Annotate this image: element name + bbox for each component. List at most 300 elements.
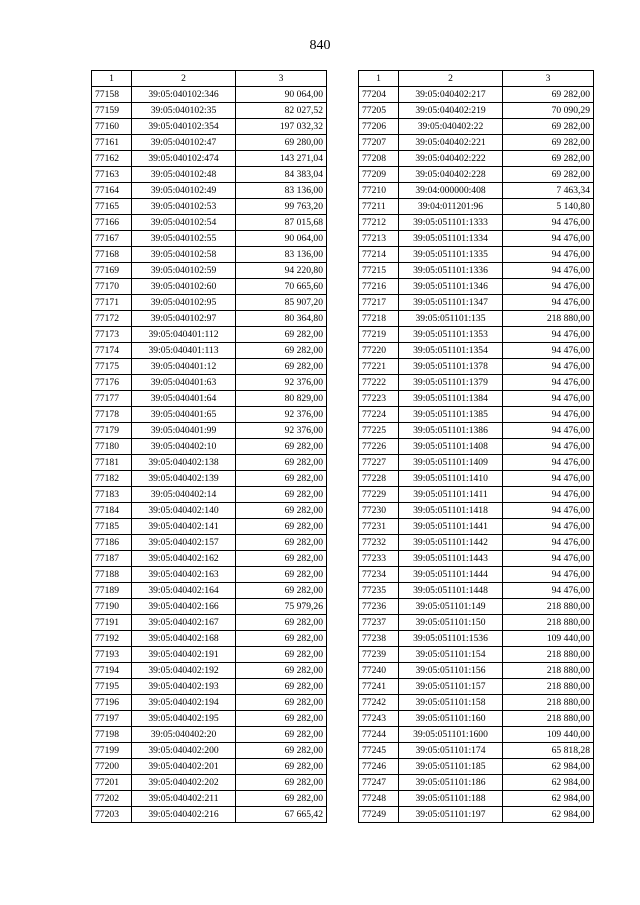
value-cell: 69 282,00 bbox=[236, 503, 327, 519]
value-cell: 69 282,00 bbox=[236, 679, 327, 695]
row-number-cell: 77186 bbox=[92, 535, 132, 551]
cadastral-number-cell: 39:05:040102:474 bbox=[132, 151, 236, 167]
value-cell: 94 476,00 bbox=[503, 583, 594, 599]
cadastral-number-cell: 39:05:040402:139 bbox=[132, 471, 236, 487]
table-row bbox=[359, 279, 594, 295]
cadastral-number-cell: 39:05:051101:188 bbox=[399, 791, 503, 807]
table-row bbox=[92, 551, 327, 567]
cadastral-number-cell: 39:05:040402:211 bbox=[132, 791, 236, 807]
value-cell: 69 282,00 bbox=[236, 631, 327, 647]
cadastral-number-cell: 39:05:040402:200 bbox=[132, 743, 236, 759]
cadastral-number-cell: 39:05:051101:1410 bbox=[399, 471, 503, 487]
row-number-cell: 77232 bbox=[359, 535, 399, 551]
row-number-cell: 77233 bbox=[359, 551, 399, 567]
row-number-cell: 77203 bbox=[92, 807, 132, 823]
table-row bbox=[359, 679, 594, 695]
table-header-row bbox=[92, 71, 327, 87]
table-row bbox=[92, 599, 327, 615]
cadastral-number-cell: 39:05:051101:160 bbox=[399, 711, 503, 727]
cadastral-number-cell: 39:05:040402:216 bbox=[132, 807, 236, 823]
row-number-cell: 77191 bbox=[92, 615, 132, 631]
table-row bbox=[92, 375, 327, 391]
cadastral-number-cell: 39:05:040402:157 bbox=[132, 535, 236, 551]
cadastral-number-cell: 39:05:051101:1336 bbox=[399, 263, 503, 279]
value-cell: 94 220,80 bbox=[236, 263, 327, 279]
table-row bbox=[92, 231, 327, 247]
row-number-cell: 77217 bbox=[359, 295, 399, 311]
value-cell: 94 476,00 bbox=[503, 391, 594, 407]
value-cell: 94 476,00 bbox=[503, 359, 594, 375]
table-row bbox=[359, 615, 594, 631]
row-number-cell: 77243 bbox=[359, 711, 399, 727]
row-number-cell: 77183 bbox=[92, 487, 132, 503]
value-cell: 94 476,00 bbox=[503, 407, 594, 423]
cadastral-number-cell: 39:05:040402:191 bbox=[132, 647, 236, 663]
value-cell: 75 979,26 bbox=[236, 599, 327, 615]
row-number-cell: 77187 bbox=[92, 551, 132, 567]
value-cell: 94 476,00 bbox=[503, 295, 594, 311]
value-cell: 69 282,00 bbox=[236, 359, 327, 375]
row-number-cell: 77201 bbox=[92, 775, 132, 791]
row-number-cell: 77159 bbox=[92, 103, 132, 119]
row-number-cell: 77249 bbox=[359, 807, 399, 823]
value-cell: 69 282,00 bbox=[236, 567, 327, 583]
value-cell: 69 282,00 bbox=[236, 775, 327, 791]
value-cell: 94 476,00 bbox=[503, 231, 594, 247]
value-cell: 94 476,00 bbox=[503, 263, 594, 279]
value-cell: 82 027,52 bbox=[236, 103, 327, 119]
table-row bbox=[359, 359, 594, 375]
table-row bbox=[92, 807, 327, 823]
table-row bbox=[359, 247, 594, 263]
cadastral-number-cell: 39:05:040402:138 bbox=[132, 455, 236, 471]
table-row bbox=[359, 695, 594, 711]
value-cell: 94 476,00 bbox=[503, 567, 594, 583]
row-number-cell: 77184 bbox=[92, 503, 132, 519]
table-row bbox=[359, 455, 594, 471]
value-cell: 7 463,34 bbox=[503, 183, 594, 199]
table-row bbox=[92, 759, 327, 775]
row-number-cell: 77158 bbox=[92, 87, 132, 103]
table-row bbox=[92, 279, 327, 295]
table-row bbox=[359, 311, 594, 327]
cadastral-number-cell: 39:05:051101:1600 bbox=[399, 727, 503, 743]
cadastral-number-cell: 39:05:051101:158 bbox=[399, 695, 503, 711]
row-number-cell: 77193 bbox=[92, 647, 132, 663]
cadastral-number-cell: 39:05:040402:10 bbox=[132, 439, 236, 455]
cadastral-number-cell: 39:05:040102:58 bbox=[132, 247, 236, 263]
value-cell: 94 476,00 bbox=[503, 551, 594, 567]
table-row bbox=[359, 727, 594, 743]
value-cell: 92 376,00 bbox=[236, 375, 327, 391]
table-row bbox=[359, 759, 594, 775]
cadastral-number-cell: 39:05:040102:59 bbox=[132, 263, 236, 279]
cadastral-number-cell: 39:05:051101:1385 bbox=[399, 407, 503, 423]
table-row bbox=[359, 343, 594, 359]
cadastral-number-cell: 39:05:040402:141 bbox=[132, 519, 236, 535]
table-row bbox=[359, 103, 594, 119]
table-row bbox=[359, 119, 594, 135]
value-cell: 69 282,00 bbox=[236, 743, 327, 759]
row-number-cell: 77160 bbox=[92, 119, 132, 135]
table-row bbox=[92, 295, 327, 311]
table-row bbox=[92, 679, 327, 695]
cadastral-number-cell: 39:05:040402:20 bbox=[132, 727, 236, 743]
value-cell: 69 282,00 bbox=[236, 791, 327, 807]
table-row bbox=[92, 791, 327, 807]
row-number-cell: 77206 bbox=[359, 119, 399, 135]
cadastral-number-cell: 39:05:051101:1335 bbox=[399, 247, 503, 263]
table-row bbox=[92, 247, 327, 263]
row-number-cell: 77225 bbox=[359, 423, 399, 439]
value-cell: 83 136,00 bbox=[236, 183, 327, 199]
table-row bbox=[92, 695, 327, 711]
value-cell: 109 440,00 bbox=[503, 631, 594, 647]
value-cell: 94 476,00 bbox=[503, 423, 594, 439]
table-row bbox=[359, 199, 594, 215]
value-cell: 92 376,00 bbox=[236, 407, 327, 423]
table-row bbox=[359, 231, 594, 247]
value-cell: 69 282,00 bbox=[236, 471, 327, 487]
table-row bbox=[359, 599, 594, 615]
table-row bbox=[92, 487, 327, 503]
table-row bbox=[92, 167, 327, 183]
table-row bbox=[359, 711, 594, 727]
column-header-3: 3 bbox=[503, 71, 594, 87]
value-cell: 62 984,00 bbox=[503, 807, 594, 823]
value-cell: 94 476,00 bbox=[503, 471, 594, 487]
table-row bbox=[92, 359, 327, 375]
row-number-cell: 77218 bbox=[359, 311, 399, 327]
cadastral-number-cell: 39:05:040102:55 bbox=[132, 231, 236, 247]
row-number-cell: 77164 bbox=[92, 183, 132, 199]
value-cell: 109 440,00 bbox=[503, 727, 594, 743]
value-cell: 218 880,00 bbox=[503, 599, 594, 615]
value-cell: 62 984,00 bbox=[503, 759, 594, 775]
value-cell: 94 476,00 bbox=[503, 247, 594, 263]
value-cell: 69 282,00 bbox=[236, 695, 327, 711]
value-cell: 69 282,00 bbox=[503, 87, 594, 103]
value-cell: 62 984,00 bbox=[503, 791, 594, 807]
table-row bbox=[359, 535, 594, 551]
value-cell: 69 282,00 bbox=[236, 615, 327, 631]
table-header-row bbox=[359, 71, 594, 87]
value-cell: 218 880,00 bbox=[503, 615, 594, 631]
table-row bbox=[92, 775, 327, 791]
table-row bbox=[92, 343, 327, 359]
value-cell: 69 282,00 bbox=[236, 535, 327, 551]
value-cell: 69 282,00 bbox=[236, 583, 327, 599]
table-row bbox=[92, 631, 327, 647]
row-number-cell: 77174 bbox=[92, 343, 132, 359]
cadastral-number-cell: 39:05:040402:195 bbox=[132, 711, 236, 727]
value-cell: 69 282,00 bbox=[236, 343, 327, 359]
row-number-cell: 77216 bbox=[359, 279, 399, 295]
table-row bbox=[359, 391, 594, 407]
cadastral-number-cell: 39:05:040401:112 bbox=[132, 327, 236, 343]
value-cell: 67 665,42 bbox=[236, 807, 327, 823]
value-cell: 69 282,00 bbox=[503, 119, 594, 135]
row-number-cell: 77241 bbox=[359, 679, 399, 695]
row-number-cell: 77244 bbox=[359, 727, 399, 743]
value-cell: 80 829,00 bbox=[236, 391, 327, 407]
table-row bbox=[92, 743, 327, 759]
value-cell: 94 476,00 bbox=[503, 439, 594, 455]
cadastral-number-cell: 39:05:040401:113 bbox=[132, 343, 236, 359]
cadastral-number-cell: 39:05:051101:1409 bbox=[399, 455, 503, 471]
value-cell: 143 271,04 bbox=[236, 151, 327, 167]
table-row bbox=[92, 407, 327, 423]
table-row bbox=[92, 567, 327, 583]
cadastral-number-cell: 39:05:051101:135 bbox=[399, 311, 503, 327]
cadastral-number-cell: 39:05:051101:1354 bbox=[399, 343, 503, 359]
table-row bbox=[359, 439, 594, 455]
row-number-cell: 77246 bbox=[359, 759, 399, 775]
table-row bbox=[92, 503, 327, 519]
cadastral-number-cell: 39:05:051101:1353 bbox=[399, 327, 503, 343]
cadastral-number-cell: 39:05:051101:1441 bbox=[399, 519, 503, 535]
cadastral-number-cell: 39:05:040102:60 bbox=[132, 279, 236, 295]
row-number-cell: 77189 bbox=[92, 583, 132, 599]
table-row bbox=[92, 711, 327, 727]
row-number-cell: 77230 bbox=[359, 503, 399, 519]
row-number-cell: 77228 bbox=[359, 471, 399, 487]
cadastral-number-cell: 39:05:040102:95 bbox=[132, 295, 236, 311]
cadastral-number-cell: 39:05:040402:168 bbox=[132, 631, 236, 647]
row-number-cell: 77163 bbox=[92, 167, 132, 183]
table-row bbox=[92, 471, 327, 487]
column-header-2: 2 bbox=[399, 71, 503, 87]
row-number-cell: 77245 bbox=[359, 743, 399, 759]
table-row bbox=[92, 391, 327, 407]
table-row bbox=[359, 135, 594, 151]
row-number-cell: 77170 bbox=[92, 279, 132, 295]
cadastral-number-cell: 39:05:040402:164 bbox=[132, 583, 236, 599]
value-cell: 218 880,00 bbox=[503, 647, 594, 663]
row-number-cell: 77202 bbox=[92, 791, 132, 807]
table-row bbox=[92, 727, 327, 743]
value-cell: 69 282,00 bbox=[503, 135, 594, 151]
cadastral-number-cell: 39:05:051101:1442 bbox=[399, 535, 503, 551]
table-row bbox=[359, 407, 594, 423]
page-number: 840 bbox=[309, 38, 331, 53]
value-cell: 69 282,00 bbox=[236, 711, 327, 727]
cadastral-number-cell: 39:05:051101:185 bbox=[399, 759, 503, 775]
row-number-cell: 77188 bbox=[92, 567, 132, 583]
row-number-cell: 77236 bbox=[359, 599, 399, 615]
row-number-cell: 77205 bbox=[359, 103, 399, 119]
table-row bbox=[92, 423, 327, 439]
value-cell: 94 476,00 bbox=[503, 503, 594, 519]
table-row bbox=[359, 743, 594, 759]
cadastral-number-cell: 39:05:040102:354 bbox=[132, 119, 236, 135]
value-cell: 69 282,00 bbox=[236, 439, 327, 455]
table-row bbox=[359, 519, 594, 535]
row-number-cell: 77219 bbox=[359, 327, 399, 343]
cadastral-number-cell: 39:05:040402:192 bbox=[132, 663, 236, 679]
cadastral-number-cell: 39:04:011201:96 bbox=[399, 199, 503, 215]
table-row bbox=[359, 487, 594, 503]
cadastral-number-cell: 39:05:040402:162 bbox=[132, 551, 236, 567]
cadastral-number-cell: 39:05:040402:202 bbox=[132, 775, 236, 791]
value-cell: 94 476,00 bbox=[503, 487, 594, 503]
table-row bbox=[359, 183, 594, 199]
cadastral-number-cell: 39:05:051101:1443 bbox=[399, 551, 503, 567]
column-header-2: 2 bbox=[132, 71, 236, 87]
row-number-cell: 77167 bbox=[92, 231, 132, 247]
cadastral-number-cell: 39:05:040402:14 bbox=[132, 487, 236, 503]
row-number-cell: 77234 bbox=[359, 567, 399, 583]
cadastral-number-cell: 39:05:051101:1448 bbox=[399, 583, 503, 599]
cadastral-number-cell: 39:05:051101:149 bbox=[399, 599, 503, 615]
row-number-cell: 77165 bbox=[92, 199, 132, 215]
table-row bbox=[359, 567, 594, 583]
row-number-cell: 77223 bbox=[359, 391, 399, 407]
row-number-cell: 77200 bbox=[92, 759, 132, 775]
value-cell: 65 818,28 bbox=[503, 743, 594, 759]
cadastral-number-cell: 39:05:040402:193 bbox=[132, 679, 236, 695]
row-number-cell: 77175 bbox=[92, 359, 132, 375]
cadastral-number-cell: 39:05:051101:1418 bbox=[399, 503, 503, 519]
value-cell: 94 476,00 bbox=[503, 519, 594, 535]
row-number-cell: 77242 bbox=[359, 695, 399, 711]
row-number-cell: 77192 bbox=[92, 631, 132, 647]
value-cell: 218 880,00 bbox=[503, 695, 594, 711]
cadastral-number-cell: 39:05:040402:163 bbox=[132, 567, 236, 583]
row-number-cell: 77247 bbox=[359, 775, 399, 791]
cadastral-number-cell: 39:05:040401:65 bbox=[132, 407, 236, 423]
value-cell: 69 282,00 bbox=[236, 647, 327, 663]
row-number-cell: 77226 bbox=[359, 439, 399, 455]
row-number-cell: 77169 bbox=[92, 263, 132, 279]
cadastral-number-cell: 39:05:040102:53 bbox=[132, 199, 236, 215]
row-number-cell: 77190 bbox=[92, 599, 132, 615]
row-number-cell: 77162 bbox=[92, 151, 132, 167]
value-cell: 70 665,60 bbox=[236, 279, 327, 295]
table-row bbox=[92, 183, 327, 199]
cadastral-number-cell: 39:05:051101:1347 bbox=[399, 295, 503, 311]
cadastral-number-cell: 39:05:040102:346 bbox=[132, 87, 236, 103]
table-row bbox=[92, 87, 327, 103]
cadastral-number-cell: 39:05:040102:47 bbox=[132, 135, 236, 151]
cadastral-number-cell: 39:05:040402:167 bbox=[132, 615, 236, 631]
value-cell: 94 476,00 bbox=[503, 375, 594, 391]
cadastral-number-cell: 39:05:040402:166 bbox=[132, 599, 236, 615]
value-cell: 94 476,00 bbox=[503, 455, 594, 471]
cadastral-number-cell: 39:05:051101:1333 bbox=[399, 215, 503, 231]
table-row bbox=[92, 583, 327, 599]
cadastral-number-cell: 39:05:051101:1411 bbox=[399, 487, 503, 503]
value-cell: 69 282,00 bbox=[236, 727, 327, 743]
cadastral-number-cell: 39:05:051101:1384 bbox=[399, 391, 503, 407]
row-number-cell: 77213 bbox=[359, 231, 399, 247]
cadastral-number-cell: 39:05:040402:222 bbox=[399, 151, 503, 167]
cadastral-number-cell: 39:05:051101:1536 bbox=[399, 631, 503, 647]
cadastral-number-cell: 39:05:040401:12 bbox=[132, 359, 236, 375]
table-row bbox=[92, 535, 327, 551]
row-number-cell: 77214 bbox=[359, 247, 399, 263]
table-row bbox=[359, 423, 594, 439]
table-row bbox=[359, 471, 594, 487]
row-number-cell: 77210 bbox=[359, 183, 399, 199]
value-cell: 69 280,00 bbox=[236, 135, 327, 151]
row-number-cell: 77168 bbox=[92, 247, 132, 263]
table-row bbox=[359, 631, 594, 647]
cadastral-number-cell: 39:05:051101:197 bbox=[399, 807, 503, 823]
row-number-cell: 77181 bbox=[92, 455, 132, 471]
row-number-cell: 77177 bbox=[92, 391, 132, 407]
table-row bbox=[92, 439, 327, 455]
table-row bbox=[92, 327, 327, 343]
row-number-cell: 77222 bbox=[359, 375, 399, 391]
value-cell: 83 136,00 bbox=[236, 247, 327, 263]
row-number-cell: 77239 bbox=[359, 647, 399, 663]
value-cell: 69 282,00 bbox=[236, 519, 327, 535]
value-cell: 69 282,00 bbox=[236, 759, 327, 775]
cadastral-number-cell: 39:05:040401:64 bbox=[132, 391, 236, 407]
value-cell: 90 064,00 bbox=[236, 231, 327, 247]
row-number-cell: 77248 bbox=[359, 791, 399, 807]
table-row bbox=[92, 455, 327, 471]
row-number-cell: 77197 bbox=[92, 711, 132, 727]
value-cell: 218 880,00 bbox=[503, 711, 594, 727]
table-row bbox=[92, 151, 327, 167]
row-number-cell: 77176 bbox=[92, 375, 132, 391]
row-number-cell: 77194 bbox=[92, 663, 132, 679]
row-number-cell: 77195 bbox=[92, 679, 132, 695]
value-cell: 70 090,29 bbox=[503, 103, 594, 119]
value-cell: 69 282,00 bbox=[503, 151, 594, 167]
table-row bbox=[359, 327, 594, 343]
column-header-1: 1 bbox=[359, 71, 399, 87]
row-number-cell: 77180 bbox=[92, 439, 132, 455]
table-row bbox=[359, 215, 594, 231]
row-number-cell: 77229 bbox=[359, 487, 399, 503]
row-number-cell: 77212 bbox=[359, 215, 399, 231]
table-row bbox=[92, 135, 327, 151]
table-left bbox=[91, 70, 327, 823]
table-row bbox=[359, 295, 594, 311]
row-number-cell: 77166 bbox=[92, 215, 132, 231]
row-number-cell: 77240 bbox=[359, 663, 399, 679]
cadastral-number-cell: 39:05:051101:174 bbox=[399, 743, 503, 759]
cadastral-number-cell: 39:04:000000:408 bbox=[399, 183, 503, 199]
row-number-cell: 77178 bbox=[92, 407, 132, 423]
value-cell: 197 032,32 bbox=[236, 119, 327, 135]
cadastral-number-cell: 39:05:051101:156 bbox=[399, 663, 503, 679]
cadastral-number-cell: 39:05:051101:154 bbox=[399, 647, 503, 663]
row-number-cell: 77204 bbox=[359, 87, 399, 103]
value-cell: 69 282,00 bbox=[236, 327, 327, 343]
table-row bbox=[359, 807, 594, 823]
cadastral-number-cell: 39:05:040102:97 bbox=[132, 311, 236, 327]
table-row bbox=[92, 199, 327, 215]
table-row bbox=[359, 167, 594, 183]
value-cell: 94 476,00 bbox=[503, 327, 594, 343]
row-number-cell: 77173 bbox=[92, 327, 132, 343]
cadastral-number-cell: 39:05:051101:1444 bbox=[399, 567, 503, 583]
value-cell: 99 763,20 bbox=[236, 199, 327, 215]
value-cell: 84 383,04 bbox=[236, 167, 327, 183]
row-number-cell: 77211 bbox=[359, 199, 399, 215]
table-row bbox=[92, 663, 327, 679]
value-cell: 218 880,00 bbox=[503, 679, 594, 695]
cadastral-number-cell: 39:05:040402:217 bbox=[399, 87, 503, 103]
value-cell: 69 282,00 bbox=[503, 167, 594, 183]
cadastral-number-cell: 39:05:040102:48 bbox=[132, 167, 236, 183]
cadastral-number-cell: 39:05:040102:35 bbox=[132, 103, 236, 119]
cadastral-number-cell: 39:05:040402:194 bbox=[132, 695, 236, 711]
